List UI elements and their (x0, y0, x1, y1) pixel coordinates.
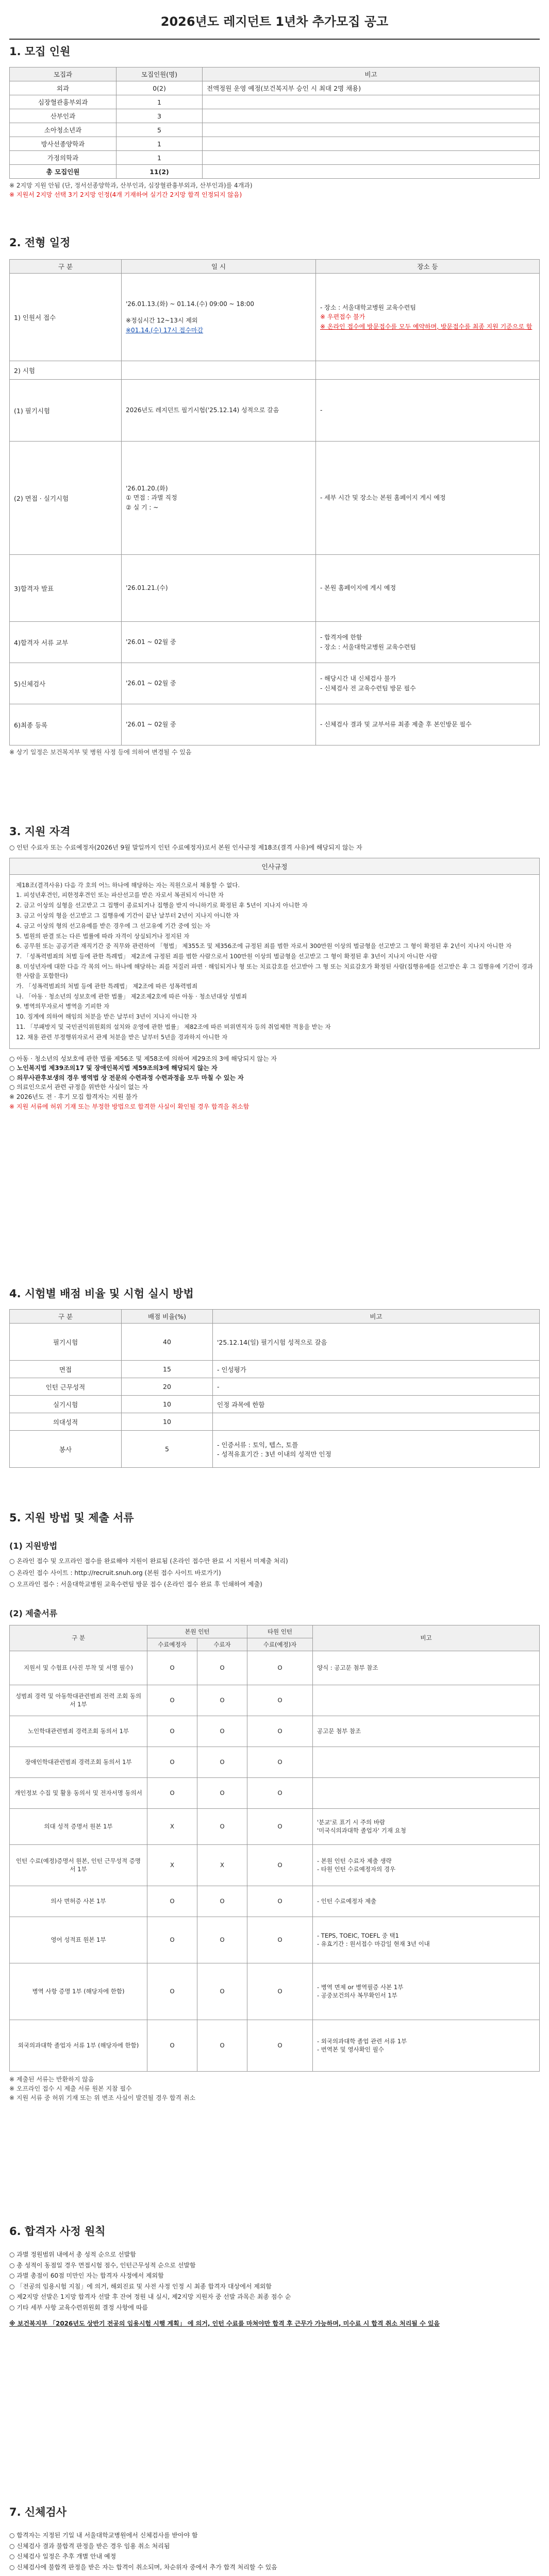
exam-line: ○ 합격자는 지정된 기일 내 서울대학교병원에서 신체검사를 받아야 함 (9, 2532, 198, 2539)
doc-mark: O (197, 2020, 247, 2071)
doc-mark: O (247, 1777, 313, 1808)
count-cell: 1 (117, 137, 203, 151)
section-5 (9, 1510, 540, 2103)
schedule-date-note: ② 실 기 : ~ (126, 503, 159, 511)
doc-mark: O (247, 1651, 313, 1685)
exam-line: ○ 신체검사에 불합격 판정을 받은 자는 합격이 취소되며, 차순위자 중에서 추가 합격 처리할 수 있음 (9, 2563, 277, 2571)
table-row (10, 1844, 540, 1886)
section-3-heading: 3. 지원 자격 (9, 825, 71, 838)
schedule-date: '26.01.20.(화) (126, 484, 168, 492)
doc-name: 인턴 수료(예정)증명서 원본, 인턴 근무성적 증명서 1부 (10, 1844, 147, 1886)
documents-table (9, 1625, 540, 2072)
docs-th-cat: 구 분 (10, 1625, 147, 1651)
doc-note: 공고문 첨부 참조 (313, 1716, 540, 1747)
doc-mark: O (147, 1685, 197, 1716)
doc-mark: O (147, 1716, 197, 1747)
qualification-line: ○ 의무사관후보생의 경우 병역법 상 전문의 수련과정 수련과정을 모두 마칠 수 있는 자 (9, 1074, 244, 1081)
doc-mark: O (147, 1917, 197, 1963)
doc-note (313, 1685, 540, 1716)
schedule-label: 2) 시험 (10, 361, 122, 380)
score-cat: 필기시험 (10, 1324, 122, 1361)
doc-note: '분교'로 표기 시 주의 바람 '미국식의과대학 졸업자' 기재 요청 (313, 1808, 540, 1844)
doc-mark: O (197, 1651, 247, 1685)
docs-sub-other: 수료(예정)자 (247, 1638, 313, 1651)
regulation-line: 가. 「성폭력범죄의 처벌 등에 관한 특례법」 제2조에 따른 성폭력범죄 (16, 982, 198, 990)
schedule-place: - 장소 : 서울대학교병원 교육수련팀 (320, 303, 416, 311)
schedule-label: 5)신체검사 (10, 663, 122, 704)
note-cell (203, 123, 540, 137)
schedule-place: - 본원 홈페이지에 게시 예정 (316, 555, 540, 622)
doc-name: 외국의과대학 졸업자 서류 1부 (해당자에 한함) (10, 2020, 147, 2071)
table-row (10, 1413, 540, 1431)
doc-mark: O (147, 1963, 197, 2020)
table-row (10, 555, 540, 622)
table-row (10, 1963, 540, 2020)
doc-mark: O (247, 1844, 313, 1886)
schedule-label: (1) 필기시험 (10, 380, 122, 442)
documents-note: ※ 제출된 서류는 반환하지 않음 (9, 2075, 94, 2083)
table-row (10, 1716, 540, 1747)
schedule-date: '26.01 ~ 02월 중 (122, 663, 316, 704)
score-note: - 인성평가 (213, 1361, 540, 1378)
section-4-heading: 4. 시험별 배점 비율 및 시험 실시 방법 (9, 1287, 194, 1300)
doc-mark: O (247, 1808, 313, 1844)
doc-note: 양식 : 공고문 첨부 참조 (313, 1651, 540, 1685)
qualification-intro: ○ 인턴 수료자 또는 수료예정자(2026년 9월 말일까지 인턴 수료예정자)로서 본원 인사규정 제18조(결격 사유)에 해당되지 않는 자 (9, 844, 362, 851)
schedule-date: '26.01.21.(수) (122, 555, 316, 622)
table-row (10, 95, 540, 109)
score-note: - (213, 1378, 540, 1396)
doc-mark: X (197, 1844, 247, 1886)
score-table (9, 1309, 540, 1468)
qualification-line: ○ 아동 · 청소년의 성보호에 관한 법률 제56조 및 제58조에 의하여 제29조의 3에 해당되지 않는 자 (9, 1055, 277, 1062)
doc-mark: O (197, 1685, 247, 1716)
table-row (10, 1808, 540, 1844)
doc-name: 병역 사항 증명 1부 (해당자에 한함) (10, 1963, 147, 2020)
schedule-label: 6)최종 등록 (10, 704, 122, 745)
schedule-label: 4)합격자 서류 교부 (10, 622, 122, 663)
schedule-th-date: 일 시 (122, 260, 316, 274)
doc-note: - 외국의과대학 졸업 관련 서류 1부 - 번역본 및 영사확인 필수 (313, 2020, 540, 2071)
recruit-note: ※ 2지망 지원 안됨 (단, 정서선종양학과, 산부인과, 심장혈관흉부외과, 산부인과)를 4개과) (9, 182, 253, 189)
score-th-cat: 구 분 (10, 1310, 122, 1324)
dept-cell: 심장혈관흉부외과 (10, 95, 117, 109)
section-7 (9, 2504, 540, 2573)
doc-name: 지원서 및 수험표 (사진 부착 및 서명 필수) (10, 1651, 147, 1685)
section-4 (9, 1285, 540, 1468)
doc-name: 노인학대관련범죄 경력조회 동의서 1부 (10, 1716, 147, 1747)
table-row (10, 704, 540, 745)
doc-mark: O (147, 1747, 197, 1777)
table-row (10, 81, 540, 95)
regulation-line: 5. 법원의 판결 또는 다른 법률에 따라 자격이 상실되거나 정지된 자 (16, 932, 190, 940)
table-row (10, 663, 540, 704)
apply-method-line: ○ 오프라인 접수 : 서울대학교병원 교육수련팀 방문 접수 (온라인 접수 완료 후 인쇄하여 제출) (9, 1581, 262, 1588)
qualification-line: ○ 노인복지법 제39조의17 및 장애인복지법 제59조의3에 해당되지 않는 자 (9, 1064, 218, 1072)
doc-name: 장애인학대관련범죄 경력조회 동의서 1부 (10, 1747, 147, 1777)
documents-note: ※ 지원 서류 중 허위 기재 또는 위 변조 사실이 발견될 경우 합격 취소 (9, 2094, 196, 2102)
apply-method-line: ○ 온라인 접수 사이트 : http://recruit.snuh.org (본원 접수 사이트 바로가기) (9, 1569, 221, 1577)
table-row (10, 1747, 540, 1777)
table-row (10, 1886, 540, 1917)
principle-line: ○ 과별 정원범위 내에서 총 성적 순으로 선발함 (9, 2251, 136, 2258)
score-ratio: 20 (122, 1378, 213, 1396)
score-ratio: 5 (122, 1431, 213, 1468)
table-row (10, 274, 540, 361)
table-row (10, 1651, 540, 1685)
schedule-place-note: ※ 온라인 접수에 방문접수를 모두 예약하며, 방문접수를 최종 지원 기준으로 함 (320, 323, 533, 330)
schedule-label: 1) 인원서 접수 (10, 274, 122, 361)
schedule-date-note: ※정심시간 12~13시 제외 (126, 317, 198, 325)
score-th-note: 비고 (213, 1310, 540, 1324)
section-6 (9, 2223, 540, 2329)
count-cell: 1 (117, 95, 203, 109)
schedule-note: ※ 상기 일정은 보건복지부 및 병원 사정 등에 의하여 변경될 수 있음 (9, 749, 192, 756)
doc-mark: O (197, 1886, 247, 1917)
doc-mark: O (197, 1777, 247, 1808)
schedule-date: '26.01 ~ 02월 중 (122, 622, 316, 663)
section-3 (9, 823, 540, 1111)
regulation-line: 12. 채용 관련 부정행위자로서 관계 처분을 받은 날부터 5년을 경과하지 아니한 자 (16, 1033, 228, 1041)
dept-cell: 소아청소년과 (10, 123, 117, 137)
schedule-date-deadline: ※01.14.(수) 17시 접수마감 (126, 326, 204, 334)
doc-name: 의사 면허증 사본 1부 (10, 1886, 147, 1917)
doc-mark: O (197, 1747, 247, 1777)
table-row (10, 1361, 540, 1378)
recruit-table (9, 67, 540, 179)
doc-mark: O (147, 2020, 197, 2071)
doc-mark: O (247, 1917, 313, 1963)
section-1-heading: 1. 모집 인원 (9, 45, 71, 58)
table-row (10, 380, 540, 442)
principle-line: ○ 기타 세부 사항 교육수련위원회 결정 사항에 따름 (9, 2303, 148, 2311)
regulation-line: 7. 「성폭력범죄의 처벌 등에 관한 특례법」 제2조에 규정된 죄를 범한 사람으로서 100만원 이상의 벌금형을 선고받고 그 형이 확정된 후 3년이 지나지 아니한 사람 (16, 953, 438, 960)
doc-mark: O (197, 1917, 247, 1963)
section-6-heading: 6. 합격자 사정 원칙 (9, 2225, 106, 2238)
count-cell: 1 (117, 151, 203, 165)
regulation-line: 1. 피성년후견인, 피한정후견인 또는 파산선고를 받은 자로서 복권되지 아니한 자 (16, 891, 224, 899)
regulation-line: 4. 금고 이상의 형의 선고유예를 받은 경우에 그 선고유예 기간 중에 있는 자 (16, 922, 210, 929)
note-cell (203, 95, 540, 109)
score-cat: 면접 (10, 1361, 122, 1378)
doc-mark: O (147, 1886, 197, 1917)
schedule-place-note: ※ 우편접수 불가 (320, 313, 365, 321)
regulation-line: 10. 징계에 의하여 해임의 처분을 받은 날부터 3년이 지나지 아니한 자 (16, 1013, 197, 1021)
count-cell: 0(2) (117, 81, 203, 95)
table-row (10, 123, 540, 137)
section-5-heading: 5. 지원 방법 및 제출 서류 (9, 1512, 134, 1524)
exam-line: ○ 신체검사 결과 불합격 판정을 받은 경우 임용 취소 처리됨 (9, 2542, 170, 2550)
schedule-place: - 해당시간 내 신체검사 불가 (320, 674, 396, 682)
recruit-th-dept: 모집과 (10, 67, 117, 81)
schedule-table (9, 259, 540, 745)
count-cell: 5 (117, 123, 203, 137)
doc-note (313, 1777, 540, 1808)
recruit-th-count: 모집인원(명) (117, 67, 203, 81)
total-value: 11(2) (117, 165, 203, 179)
docs-sub-complete: 수료자 (197, 1638, 247, 1651)
regulation-line: 8. 미성년자에 대한 다음 각 목의 어느 하나에 해당하는 죄를 저질러 파면 · 해임되거나 형 또는 치료감호를 선고받아 그 형 또는 치료감호가 확정된 사람(집행유예를 선고받은 후 그 집행유예 기간이 경과한 사람을 포함한다) (16, 963, 533, 979)
schedule-date-note: ① 면접 : 과별 직정 (126, 494, 177, 502)
doc-mark: O (147, 1651, 197, 1685)
doc-name: 영어 성적표 원본 1부 (10, 1917, 147, 1963)
score-cat: 의대성적 (10, 1413, 122, 1431)
schedule-place: - 합격자에 한함 (320, 633, 362, 641)
regulation-line: 6. 공무원 또는 공공기관 재직기간 중 직무와 관련하여 「형법」 제355조 및 제356조에 규정된 죄를 범한 자로서 300만원 이상의 벌금형을 선고받고 그 형이 확정된 후 2년이 지나지 아니한 자 (16, 942, 512, 950)
score-ratio: 40 (122, 1324, 213, 1361)
doc-mark: O (247, 1716, 313, 1747)
table-row (10, 1917, 540, 1963)
qualification-line: ○ 의료인으로서 관련 규정을 위반한 사실이 없는 자 (9, 1083, 148, 1091)
schedule-date: '26.01 ~ 02월 중 (122, 704, 316, 745)
score-note: - 인증서류 : 토익, 텝스, 토플 - 성적유효기간 : 3년 이내의 성적만 인정 (213, 1431, 540, 1468)
score-note (213, 1413, 540, 1431)
table-row (10, 1685, 540, 1716)
total-label: 총 모집인원 (10, 165, 117, 179)
doc-mark: O (197, 1716, 247, 1747)
qualification-line: ※ 2026년도 전 · 후기 모집 합격자는 지원 불가 (9, 1093, 138, 1100)
schedule-place: - 장소 : 서울대학교병원 교육수련팀 (320, 643, 416, 651)
schedule-label: (2) 면접 · 실기시험 (10, 442, 122, 555)
score-note: 인정 과목에 한함 (213, 1396, 540, 1413)
table-row (10, 1396, 540, 1413)
table-row (10, 442, 540, 555)
documents-note: ※ 오프라인 접수 시 제출 서류 원본 지참 필수 (9, 2084, 132, 2092)
docs-th-other: 타원 인턴 (247, 1625, 313, 1638)
doc-mark: O (247, 1886, 313, 1917)
docs-th-own: 본원 인턴 (147, 1625, 247, 1638)
doc-note: - 병역 면제 or 병역필증 사본 1부 - 공중보건의사 복무확인서 1부 (313, 1963, 540, 2020)
schedule-label: 3)합격자 발표 (10, 555, 122, 622)
table-row (10, 361, 540, 380)
page-title: 2026년도 레지던트 1년차 추가모집 공고 (9, 0, 540, 40)
table-row (10, 1431, 540, 1468)
doc-mark: O (247, 1685, 313, 1716)
recruit-th-note: 비고 (203, 67, 540, 81)
schedule-place: - 신체검사 결과 및 교부서류 최종 제출 후 본인방문 필수 (316, 704, 540, 745)
doc-mark: X (147, 1844, 197, 1886)
doc-mark: O (247, 1963, 313, 2020)
table-row (10, 1777, 540, 1808)
doc-name: 의대 성적 증명서 원본 1부 (10, 1808, 147, 1844)
dept-cell: 방사선종양학과 (10, 137, 117, 151)
doc-mark: O (197, 1808, 247, 1844)
score-th-ratio: 배점 비율(%) (122, 1310, 213, 1324)
score-cat: 실기시험 (10, 1396, 122, 1413)
note-cell (203, 137, 540, 151)
table-row (10, 622, 540, 663)
principle-line: ○ 과별 총점이 60점 미만인 자는 합격자 사정에서 제외함 (9, 2272, 164, 2280)
exam-line: ○ 신체검사 일정은 추후 개별 안내 예정 (9, 2553, 117, 2561)
doc-note: - 본원 인턴 수료자 제출 생략 - 타원 인턴 수료예정자의 경우 (313, 1844, 540, 1886)
score-ratio: 10 (122, 1413, 213, 1431)
schedule-date: 2026년도 레지던트 필기시험('25.12.14) 성적으로 갈음 (122, 380, 316, 442)
regulation-line: 제18조(결격사유) 다음 각 호의 어느 하나에 해당하는 자는 직원으로서 채용할 수 없다. (16, 881, 240, 889)
regulation-line: 11. 「부패방지 및 국민권익위원회의 설치와 운영에 관한 법률」 제82조에 따른 비위면직자 등의 취업제한 적용을 받는 자 (16, 1023, 331, 1030)
note-cell: 전액정원 운영 예정(보건복지부 승인 시 최대 2명 채용) (203, 81, 540, 95)
table-row (10, 137, 540, 151)
count-cell: 3 (117, 109, 203, 123)
recruit-note: ※ 지원서 2지망 선택 3기 2지망 인정(4개 기재하여 실기간 2지망 합격 인정되지 않음) (9, 191, 242, 198)
principle-line: ○ 제2지망 선발은 1지망 합격자 선발 후 잔여 정원 내 실시, 제2지망 지원자 중 선발 과목은 최종 점수 순 (9, 2293, 291, 2301)
section-2-heading: 2. 전형 일정 (9, 236, 71, 249)
regulation-box-title: 인사규정 (10, 858, 539, 875)
schedule-place: - 신체검사 전 교육수련팀 방문 필수 (320, 684, 416, 692)
score-cat: 인턴 근무성적 (10, 1378, 122, 1396)
apply-method-heading: (1) 지원방법 (9, 1541, 58, 1551)
doc-name: 성범죄 경력 및 아동학대관련범죄 전력 조회 동의서 1부 (10, 1685, 147, 1716)
dept-cell: 외과 (10, 81, 117, 95)
principle-line: ○ 「전공의 임용시험 지침」에 의거, 해외진료 및 사전 사정 인정 시 최종 합격자 대상에서 제외함 (9, 2282, 272, 2290)
section-2 (9, 234, 540, 757)
score-cat: 봉사 (10, 1431, 122, 1468)
schedule-date: '26.01.13.(화) ~ 01.14.(수) 09:00 ~ 18:00 (126, 300, 254, 308)
docs-sub-expected: 수료예정자 (147, 1638, 197, 1651)
regulation-line: 9. 병역의무자로서 병역을 기피한 자 (16, 1003, 110, 1010)
doc-mark: O (147, 1777, 197, 1808)
doc-mark: O (197, 1963, 247, 2020)
doc-note: - 인턴 수료예정자 제출 (313, 1886, 540, 1917)
apply-method-line: ○ 온라인 접수 및 오프라인 접수를 완료해야 지원이 완료됨 (온라인 접수만 완료 시 지원서 미제출 처리) (9, 1557, 288, 1565)
section-1 (9, 43, 540, 199)
note-cell (203, 151, 540, 165)
schedule-place: - 세부 시간 및 장소는 본원 홈페이지 게시 예정 (316, 442, 540, 555)
docs-th-note: 비고 (313, 1625, 540, 1651)
principle-line: ○ 총 성적이 동점일 경우 면접시험 점수, 인턴근무성적 순으로 선발함 (9, 2261, 196, 2269)
total-row (10, 165, 540, 179)
regulation-box (9, 858, 540, 1049)
schedule-th-place: 장소 등 (316, 260, 540, 274)
principle-highlight: ※ 보건복지부 「2026년도 상반기 전공의 임용시험 시행 계획」 에 의거, 인턴 수료를 마쳐야만 합격 후 근무가 가능하며, 미수료 시 합격 취소 처리될 수 있음 (9, 2319, 440, 2327)
doc-name: 개인정보 수집 및 활용 동의서 및 전자서명 동의서 (10, 1777, 147, 1808)
doc-mark: O (247, 1747, 313, 1777)
regulation-line: 2. 금고 이상의 실형을 선고받고 그 집행이 종료되거나 집행을 받지 아니하기로 확정된 후 5년이 지나지 아니한 자 (16, 902, 308, 909)
table-row (10, 1324, 540, 1361)
doc-note (313, 1747, 540, 1777)
note-cell (203, 109, 540, 123)
documents-heading: (2) 제출서류 (9, 1608, 58, 1618)
qualification-line: ※ 지원 서류에 허위 기재 또는 부정한 방법으로 합격한 사실이 확인될 경우 합격을 취소함 (9, 1103, 249, 1110)
doc-note: - TEPS, TOEIC, TOEFL 중 택1 - 유효기간 : 원서접수 마감일 현재 3년 이내 (313, 1917, 540, 1963)
section-7-heading: 7. 신체검사 (9, 2506, 67, 2518)
dept-cell: 가정의학과 (10, 151, 117, 165)
table-row (10, 109, 540, 123)
table-row (10, 2020, 540, 2071)
doc-mark: X (147, 1808, 197, 1844)
table-row (10, 1378, 540, 1396)
score-ratio: 10 (122, 1396, 213, 1413)
schedule-place: - (316, 380, 540, 442)
regulation-line: 3. 금고 이상의 형을 선고받고 그 집행유예 기간이 끝난 날부터 2년이 지나지 아니한 자 (16, 912, 239, 920)
table-row (10, 151, 540, 165)
score-ratio: 15 (122, 1361, 213, 1378)
doc-mark: O (247, 2020, 313, 2071)
dept-cell: 산부인과 (10, 109, 117, 123)
regulation-line: 나. 「아동 · 청소년의 성보호에 관한 법률」 제2조제2호에 따른 아동 · 청소년대상 성범죄 (16, 992, 247, 1000)
schedule-th-cat: 구 분 (10, 260, 122, 274)
score-note: '25.12.14(일) 필기시험 성적으로 갈음 (213, 1324, 540, 1361)
